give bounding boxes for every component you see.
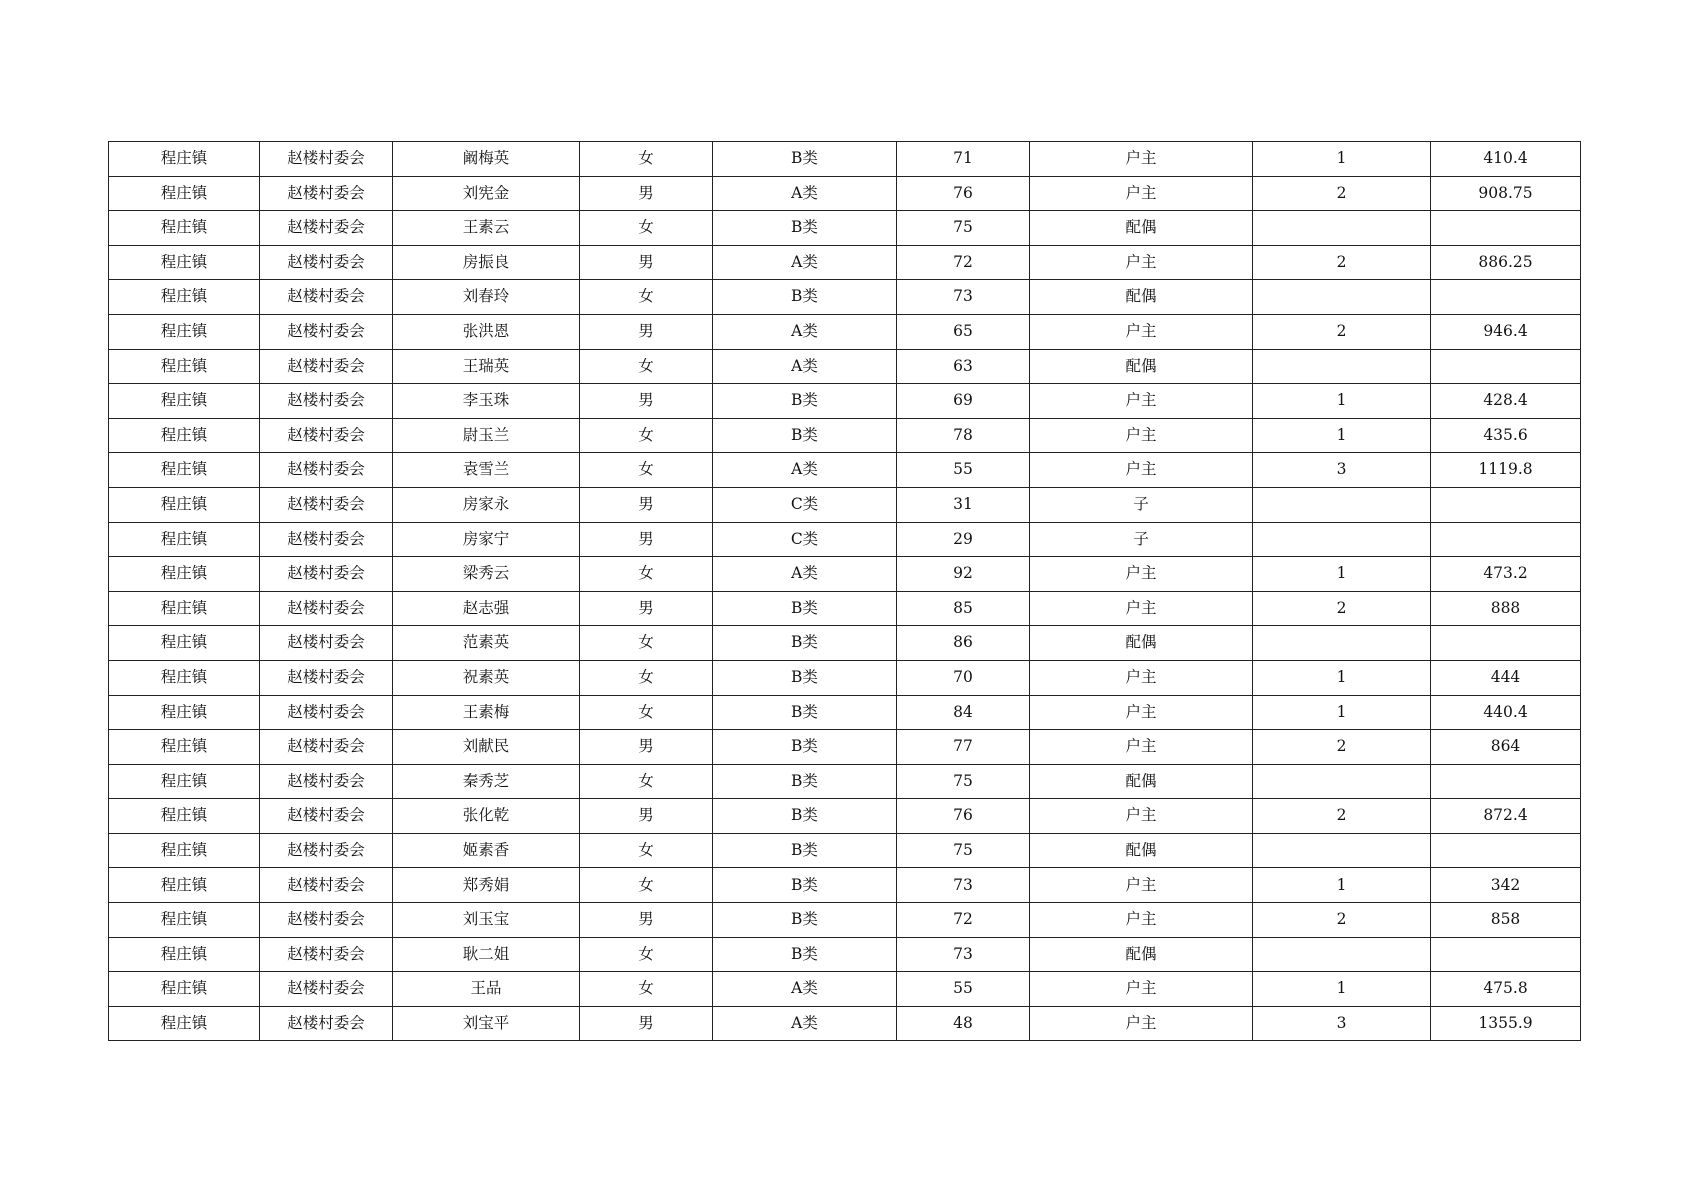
gender-cell: 女 xyxy=(580,280,713,315)
relation-cell: 户主 xyxy=(1030,384,1253,419)
village-committee-cell: 赵楼村委会 xyxy=(260,142,393,177)
household-size-cell xyxy=(1253,349,1431,384)
table-row xyxy=(109,211,1581,246)
household-size-cell: 3 xyxy=(1253,453,1431,488)
category-cell: B类 xyxy=(713,280,897,315)
amount-cell: 1119.8 xyxy=(1431,453,1581,488)
gender-cell: 男 xyxy=(580,487,713,522)
age-cell: 31 xyxy=(897,487,1030,522)
amount-cell xyxy=(1431,280,1581,315)
name-cell: 张化乾 xyxy=(393,799,580,834)
name-cell: 姬素香 xyxy=(393,833,580,868)
gender-cell: 女 xyxy=(580,937,713,972)
village-committee-cell: 赵楼村委会 xyxy=(260,626,393,661)
household-size-cell: 2 xyxy=(1253,730,1431,765)
table-row xyxy=(109,591,1581,626)
age-cell: 78 xyxy=(897,418,1030,453)
name-cell: 王品 xyxy=(393,972,580,1007)
name-cell: 尉玉兰 xyxy=(393,418,580,453)
amount-cell xyxy=(1431,211,1581,246)
age-cell: 73 xyxy=(897,868,1030,903)
household-size-cell: 2 xyxy=(1253,245,1431,280)
category-cell: A类 xyxy=(713,349,897,384)
relation-cell: 子 xyxy=(1030,487,1253,522)
gender-cell: 男 xyxy=(580,1006,713,1041)
relation-cell: 户主 xyxy=(1030,799,1253,834)
table-row xyxy=(109,626,1581,661)
household-size-cell: 1 xyxy=(1253,384,1431,419)
amount-cell: 858 xyxy=(1431,903,1581,938)
household-size-cell: 1 xyxy=(1253,557,1431,592)
category-cell: A类 xyxy=(713,314,897,349)
household-size-cell: 1 xyxy=(1253,868,1431,903)
category-cell: B类 xyxy=(713,764,897,799)
amount-cell: 473.2 xyxy=(1431,557,1581,592)
table-row xyxy=(109,799,1581,834)
gender-cell: 男 xyxy=(580,903,713,938)
category-cell: B类 xyxy=(713,903,897,938)
age-cell: 85 xyxy=(897,591,1030,626)
category-cell: B类 xyxy=(713,626,897,661)
town-cell: 程庄镇 xyxy=(109,764,260,799)
household-size-cell: 1 xyxy=(1253,695,1431,730)
village-committee-cell: 赵楼村委会 xyxy=(260,453,393,488)
name-cell: 范素英 xyxy=(393,626,580,661)
relation-cell: 户主 xyxy=(1030,695,1253,730)
household-size-cell xyxy=(1253,764,1431,799)
category-cell: A类 xyxy=(713,176,897,211)
name-cell: 梁秀云 xyxy=(393,557,580,592)
relation-cell: 配偶 xyxy=(1030,833,1253,868)
table-row xyxy=(109,453,1581,488)
relation-cell: 户主 xyxy=(1030,972,1253,1007)
table-row xyxy=(109,972,1581,1007)
gender-cell: 男 xyxy=(580,522,713,557)
gender-cell: 男 xyxy=(580,799,713,834)
age-cell: 55 xyxy=(897,453,1030,488)
table-row xyxy=(109,1006,1581,1041)
town-cell: 程庄镇 xyxy=(109,384,260,419)
town-cell: 程庄镇 xyxy=(109,937,260,972)
table-row xyxy=(109,245,1581,280)
household-size-cell: 1 xyxy=(1253,418,1431,453)
name-cell: 刘献民 xyxy=(393,730,580,765)
village-committee-cell: 赵楼村委会 xyxy=(260,280,393,315)
age-cell: 73 xyxy=(897,937,1030,972)
village-committee-cell: 赵楼村委会 xyxy=(260,833,393,868)
age-cell: 84 xyxy=(897,695,1030,730)
category-cell: B类 xyxy=(713,799,897,834)
town-cell: 程庄镇 xyxy=(109,176,260,211)
table-row xyxy=(109,176,1581,211)
town-cell: 程庄镇 xyxy=(109,522,260,557)
roster-table-body xyxy=(109,142,1581,1041)
name-cell: 房家宁 xyxy=(393,522,580,557)
household-size-cell xyxy=(1253,522,1431,557)
table-row xyxy=(109,764,1581,799)
amount-cell xyxy=(1431,626,1581,661)
name-cell: 赵志强 xyxy=(393,591,580,626)
name-cell: 张洪恩 xyxy=(393,314,580,349)
village-committee-cell: 赵楼村委会 xyxy=(260,349,393,384)
amount-cell: 475.8 xyxy=(1431,972,1581,1007)
gender-cell: 女 xyxy=(580,626,713,661)
category-cell: A类 xyxy=(713,453,897,488)
amount-cell: 342 xyxy=(1431,868,1581,903)
amount-cell xyxy=(1431,487,1581,522)
relation-cell: 户主 xyxy=(1030,660,1253,695)
village-committee-cell: 赵楼村委会 xyxy=(260,245,393,280)
name-cell: 王瑞英 xyxy=(393,349,580,384)
name-cell: 秦秀芝 xyxy=(393,764,580,799)
name-cell: 耿二姐 xyxy=(393,937,580,972)
amount-cell: 864 xyxy=(1431,730,1581,765)
town-cell: 程庄镇 xyxy=(109,730,260,765)
household-size-cell: 3 xyxy=(1253,1006,1431,1041)
gender-cell: 女 xyxy=(580,695,713,730)
town-cell: 程庄镇 xyxy=(109,142,260,177)
relation-cell: 配偶 xyxy=(1030,349,1253,384)
relation-cell: 配偶 xyxy=(1030,211,1253,246)
household-size-cell xyxy=(1253,280,1431,315)
amount-cell: 888 xyxy=(1431,591,1581,626)
relation-cell: 配偶 xyxy=(1030,280,1253,315)
gender-cell: 女 xyxy=(580,868,713,903)
village-committee-cell: 赵楼村委会 xyxy=(260,557,393,592)
town-cell: 程庄镇 xyxy=(109,695,260,730)
village-committee-cell: 赵楼村委会 xyxy=(260,972,393,1007)
name-cell: 房振良 xyxy=(393,245,580,280)
town-cell: 程庄镇 xyxy=(109,280,260,315)
town-cell: 程庄镇 xyxy=(109,626,260,661)
gender-cell: 男 xyxy=(580,591,713,626)
gender-cell: 男 xyxy=(580,384,713,419)
gender-cell: 女 xyxy=(580,557,713,592)
amount-cell: 428.4 xyxy=(1431,384,1581,419)
town-cell: 程庄镇 xyxy=(109,314,260,349)
household-size-cell: 2 xyxy=(1253,799,1431,834)
relation-cell: 配偶 xyxy=(1030,626,1253,661)
table-row xyxy=(109,660,1581,695)
town-cell: 程庄镇 xyxy=(109,453,260,488)
table-row xyxy=(109,903,1581,938)
gender-cell: 男 xyxy=(580,730,713,765)
village-committee-cell: 赵楼村委会 xyxy=(260,764,393,799)
amount-cell xyxy=(1431,937,1581,972)
village-committee-cell: 赵楼村委会 xyxy=(260,695,393,730)
name-cell: 王素梅 xyxy=(393,695,580,730)
relation-cell: 户主 xyxy=(1030,730,1253,765)
name-cell: 刘春玲 xyxy=(393,280,580,315)
age-cell: 70 xyxy=(897,660,1030,695)
amount-cell: 435.6 xyxy=(1431,418,1581,453)
gender-cell: 女 xyxy=(580,660,713,695)
town-cell: 程庄镇 xyxy=(109,418,260,453)
table-row xyxy=(109,833,1581,868)
category-cell: B类 xyxy=(713,591,897,626)
town-cell: 程庄镇 xyxy=(109,799,260,834)
amount-cell: 444 xyxy=(1431,660,1581,695)
amount-cell: 908.75 xyxy=(1431,176,1581,211)
town-cell: 程庄镇 xyxy=(109,833,260,868)
household-size-cell: 2 xyxy=(1253,591,1431,626)
table-row xyxy=(109,418,1581,453)
table-row xyxy=(109,142,1581,177)
category-cell: B类 xyxy=(713,937,897,972)
gender-cell: 女 xyxy=(580,211,713,246)
name-cell: 袁雪兰 xyxy=(393,453,580,488)
table-row xyxy=(109,557,1581,592)
age-cell: 65 xyxy=(897,314,1030,349)
amount-cell xyxy=(1431,833,1581,868)
town-cell: 程庄镇 xyxy=(109,660,260,695)
relation-cell: 户主 xyxy=(1030,176,1253,211)
table-row xyxy=(109,695,1581,730)
gender-cell: 女 xyxy=(580,418,713,453)
town-cell: 程庄镇 xyxy=(109,245,260,280)
village-committee-cell: 赵楼村委会 xyxy=(260,730,393,765)
table-row xyxy=(109,487,1581,522)
category-cell: B类 xyxy=(713,868,897,903)
category-cell: A类 xyxy=(713,972,897,1007)
gender-cell: 男 xyxy=(580,176,713,211)
village-committee-cell: 赵楼村委会 xyxy=(260,799,393,834)
table-row xyxy=(109,280,1581,315)
relation-cell: 户主 xyxy=(1030,418,1253,453)
amount-cell xyxy=(1431,522,1581,557)
category-cell: B类 xyxy=(713,418,897,453)
name-cell: 李玉珠 xyxy=(393,384,580,419)
gender-cell: 男 xyxy=(580,245,713,280)
table-row xyxy=(109,522,1581,557)
town-cell: 程庄镇 xyxy=(109,211,260,246)
age-cell: 75 xyxy=(897,211,1030,246)
amount-cell: 886.25 xyxy=(1431,245,1581,280)
amount-cell: 872.4 xyxy=(1431,799,1581,834)
age-cell: 72 xyxy=(897,903,1030,938)
category-cell: B类 xyxy=(713,142,897,177)
gender-cell: 女 xyxy=(580,833,713,868)
age-cell: 71 xyxy=(897,142,1030,177)
amount-cell xyxy=(1431,349,1581,384)
household-size-cell xyxy=(1253,626,1431,661)
name-cell: 房家永 xyxy=(393,487,580,522)
household-size-cell: 2 xyxy=(1253,903,1431,938)
category-cell: A类 xyxy=(713,557,897,592)
village-committee-cell: 赵楼村委会 xyxy=(260,176,393,211)
gender-cell: 女 xyxy=(580,764,713,799)
age-cell: 76 xyxy=(897,176,1030,211)
amount-cell: 440.4 xyxy=(1431,695,1581,730)
age-cell: 76 xyxy=(897,799,1030,834)
household-size-cell: 1 xyxy=(1253,972,1431,1007)
village-committee-cell: 赵楼村委会 xyxy=(260,1006,393,1041)
village-committee-cell: 赵楼村委会 xyxy=(260,937,393,972)
name-cell: 王素云 xyxy=(393,211,580,246)
table-row xyxy=(109,868,1581,903)
age-cell: 75 xyxy=(897,764,1030,799)
age-cell: 72 xyxy=(897,245,1030,280)
village-committee-cell: 赵楼村委会 xyxy=(260,591,393,626)
amount-cell xyxy=(1431,764,1581,799)
relation-cell: 户主 xyxy=(1030,142,1253,177)
town-cell: 程庄镇 xyxy=(109,972,260,1007)
name-cell: 刘宪金 xyxy=(393,176,580,211)
name-cell: 祝素英 xyxy=(393,660,580,695)
category-cell: C类 xyxy=(713,487,897,522)
name-cell: 刘宝平 xyxy=(393,1006,580,1041)
household-size-cell xyxy=(1253,487,1431,522)
relation-cell: 户主 xyxy=(1030,591,1253,626)
village-committee-cell: 赵楼村委会 xyxy=(260,384,393,419)
town-cell: 程庄镇 xyxy=(109,349,260,384)
town-cell: 程庄镇 xyxy=(109,1006,260,1041)
age-cell: 77 xyxy=(897,730,1030,765)
relation-cell: 户主 xyxy=(1030,245,1253,280)
category-cell: B类 xyxy=(713,660,897,695)
village-committee-cell: 赵楼村委会 xyxy=(260,211,393,246)
age-cell: 92 xyxy=(897,557,1030,592)
age-cell: 75 xyxy=(897,833,1030,868)
household-size-cell: 1 xyxy=(1253,142,1431,177)
age-cell: 63 xyxy=(897,349,1030,384)
town-cell: 程庄镇 xyxy=(109,868,260,903)
village-committee-cell: 赵楼村委会 xyxy=(260,487,393,522)
relation-cell: 户主 xyxy=(1030,903,1253,938)
amount-cell: 410.4 xyxy=(1431,142,1581,177)
household-size-cell: 2 xyxy=(1253,314,1431,349)
table-row xyxy=(109,730,1581,765)
gender-cell: 女 xyxy=(580,972,713,1007)
town-cell: 程庄镇 xyxy=(109,487,260,522)
category-cell: C类 xyxy=(713,522,897,557)
village-committee-cell: 赵楼村委会 xyxy=(260,418,393,453)
table-row xyxy=(109,349,1581,384)
category-cell: B类 xyxy=(713,211,897,246)
age-cell: 29 xyxy=(897,522,1030,557)
village-committee-cell: 赵楼村委会 xyxy=(260,314,393,349)
town-cell: 程庄镇 xyxy=(109,591,260,626)
age-cell: 73 xyxy=(897,280,1030,315)
relation-cell: 户主 xyxy=(1030,314,1253,349)
household-size-cell xyxy=(1253,937,1431,972)
category-cell: B类 xyxy=(713,833,897,868)
age-cell: 69 xyxy=(897,384,1030,419)
name-cell: 阚梅英 xyxy=(393,142,580,177)
table-row xyxy=(109,937,1581,972)
village-committee-cell: 赵楼村委会 xyxy=(260,903,393,938)
town-cell: 程庄镇 xyxy=(109,557,260,592)
household-size-cell xyxy=(1253,211,1431,246)
gender-cell: 女 xyxy=(580,453,713,488)
gender-cell: 女 xyxy=(580,142,713,177)
relation-cell: 户主 xyxy=(1030,453,1253,488)
gender-cell: 女 xyxy=(580,349,713,384)
relation-cell: 户主 xyxy=(1030,868,1253,903)
category-cell: B类 xyxy=(713,695,897,730)
name-cell: 刘玉宝 xyxy=(393,903,580,938)
household-size-cell xyxy=(1253,833,1431,868)
age-cell: 55 xyxy=(897,972,1030,1007)
table-row xyxy=(109,314,1581,349)
town-cell: 程庄镇 xyxy=(109,903,260,938)
relation-cell: 子 xyxy=(1030,522,1253,557)
village-committee-cell: 赵楼村委会 xyxy=(260,660,393,695)
relation-cell: 户主 xyxy=(1030,1006,1253,1041)
age-cell: 86 xyxy=(897,626,1030,661)
roster-table xyxy=(108,141,1581,1041)
amount-cell: 1355.9 xyxy=(1431,1006,1581,1041)
age-cell: 48 xyxy=(897,1006,1030,1041)
village-committee-cell: 赵楼村委会 xyxy=(260,522,393,557)
relation-cell: 配偶 xyxy=(1030,937,1253,972)
gender-cell: 男 xyxy=(580,314,713,349)
category-cell: A类 xyxy=(713,245,897,280)
category-cell: B类 xyxy=(713,384,897,419)
household-size-cell: 2 xyxy=(1253,176,1431,211)
relation-cell: 配偶 xyxy=(1030,764,1253,799)
category-cell: B类 xyxy=(713,730,897,765)
name-cell: 郑秀娟 xyxy=(393,868,580,903)
village-committee-cell: 赵楼村委会 xyxy=(260,868,393,903)
category-cell: A类 xyxy=(713,1006,897,1041)
relation-cell: 户主 xyxy=(1030,557,1253,592)
amount-cell: 946.4 xyxy=(1431,314,1581,349)
table-row xyxy=(109,384,1581,419)
household-size-cell: 1 xyxy=(1253,660,1431,695)
